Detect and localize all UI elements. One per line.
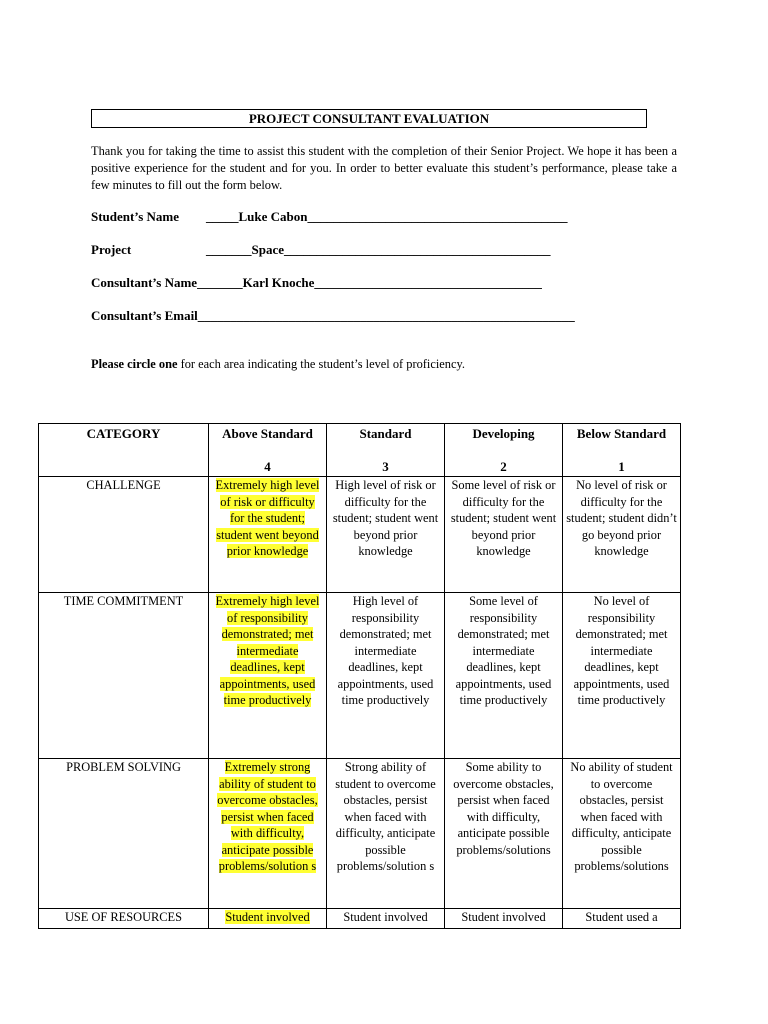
rubric-cell: No level of risk or difficulty for the student; student didn’t go beyond prior knowledge (563, 477, 681, 593)
table-row (39, 477, 681, 593)
header-label: Developing (472, 426, 535, 441)
header-score: 2 (500, 458, 507, 474)
rubric-cell: No level of responsibility demonstrated; met intermediate deadlines, kept appointments, used time productively (563, 593, 681, 759)
project-field (91, 242, 551, 258)
rubric-cell: Student involved (445, 909, 563, 929)
student-name-field (91, 209, 568, 225)
rubric-cell: Some ability to overcome obstacles, persist when faced with difficulty, anticipate possible problems/solutions (445, 759, 563, 909)
rubric-cell (209, 909, 327, 929)
rubric-cell: Some level of risk or difficulty for the student; student went beyond prior knowledge (445, 477, 563, 593)
consultant-email-field (91, 308, 575, 324)
rubric-cell: Strong ability of student to overcome obstacles, persist when faced with difficulty, anticipate possible problems/solution s (327, 759, 445, 909)
consultant-email-label: Consultant’s Email (91, 308, 198, 323)
rubric-cell: Some level of responsibility demonstrated; met intermediate deadlines, kept appointments, used time productively (445, 593, 563, 759)
rubric-table (38, 423, 681, 929)
table-row (39, 909, 681, 929)
header-developing (445, 424, 563, 477)
rubric-cell (209, 477, 327, 593)
instruction-bold: Please circle one (91, 357, 178, 371)
project-label: Project (91, 242, 132, 257)
header-score: 4 (264, 458, 271, 474)
instruction-line (91, 357, 465, 372)
highlighted-text: Extremely strong ability of student to overcome obstacles, persist when faced with difficulty, anticipate possible problems/solution s (217, 760, 318, 873)
header-label: Below Standard (576, 426, 667, 441)
document-title: PROJECT CONSULTANT EVALUATION (91, 109, 647, 128)
table-row (39, 593, 681, 759)
rubric-cell: Student involved (327, 909, 445, 929)
student-name-label: Student’s Name (91, 209, 179, 224)
header-below-standard (563, 424, 681, 477)
category-cell: PROBLEM SOLVING (39, 759, 209, 909)
rubric-cell: High level of responsibility demonstrated; met intermediate deadlines, kept appointments, used time productively (327, 593, 445, 759)
header-score: 1 (618, 458, 625, 474)
consultant-name-label: Consultant’s Name (91, 275, 198, 290)
highlighted-text: Extremely high level of risk or difficulty for the student; student went beyond prior knowledge (215, 478, 320, 558)
instruction-rest: for each area indicating the student’s level of proficiency. (177, 357, 465, 371)
header-label: Standard (359, 426, 412, 441)
rubric-cell (209, 593, 327, 759)
rubric-header-row (39, 424, 681, 477)
rubric-cell: High level of risk or difficulty for the student; student went beyond prior knowledge (327, 477, 445, 593)
consultant-email-value: __________________________________________________________ (197, 308, 575, 323)
header-label: CATEGORY (86, 426, 161, 441)
consultant-name-value: _______Karl Knoche___________________________________ (197, 275, 542, 290)
header-score: 3 (382, 458, 389, 474)
highlighted-text: Extremely high level of responsibility demonstrated; met intermediate deadlines, kept appointments, used time productively (215, 594, 320, 707)
student-name-value: _____Luke Cabon________________________________________ (206, 209, 568, 224)
header-above-standard (209, 424, 327, 477)
consultant-name-field (91, 275, 542, 291)
rubric-cell (209, 759, 327, 909)
intro-paragraph: Thank you for taking the time to assist this student with the completion of their Senior Project. We hope it has been a positive experience for the student and for you. In order to better evaluate this student’s performance, please take a few minutes to fill out the form below. (91, 144, 677, 192)
header-category (39, 424, 209, 477)
rubric-cell: No ability of student to overcome obstacles, persist when faced with difficulty, anticipate possible problems/solutions (563, 759, 681, 909)
category-cell: USE OF RESOURCES (39, 909, 209, 929)
header-label: Above Standard (222, 426, 313, 441)
category-cell: TIME COMMITMENT (39, 593, 209, 759)
highlighted-text: Student involved (225, 910, 310, 924)
header-standard (327, 424, 445, 477)
rubric-cell: Student used a (563, 909, 681, 929)
project-value: _______Space_________________________________________ (206, 242, 551, 257)
category-cell: CHALLENGE (39, 477, 209, 593)
table-row (39, 759, 681, 909)
